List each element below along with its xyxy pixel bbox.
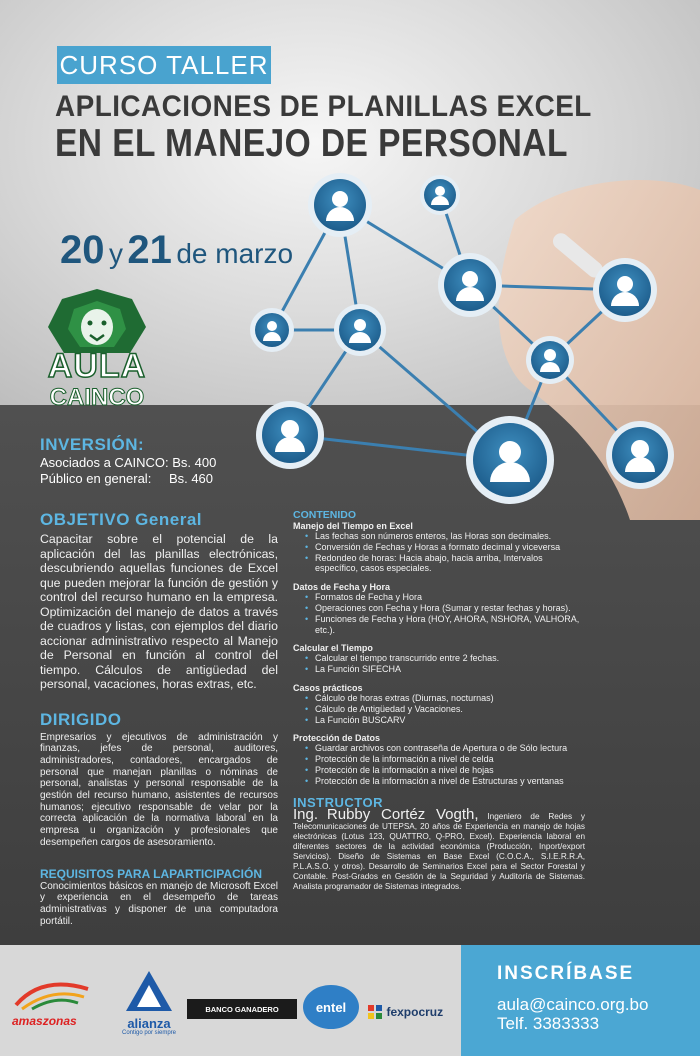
contenido-item: • Cálculo de horas extras (Diurnas, nocturnas) xyxy=(293,693,585,704)
register-email[interactable]: aula@cainco.org.bo xyxy=(497,995,649,1014)
contenido-section-title: Manejo del Tiempo en Excel xyxy=(293,521,413,531)
aula-text: AULA xyxy=(47,347,147,385)
title-line-2: EN EL MANEJO DE PERSONAL xyxy=(55,122,568,165)
event-date xyxy=(60,228,293,273)
fexpocruz-text: fexpocruz xyxy=(386,1004,444,1019)
amaszonas-text: amaszonas xyxy=(12,1014,77,1028)
title-line-1: APLICACIONES DE PLANILLAS EXCEL xyxy=(55,90,592,123)
contenido-item: • La Función BUSCARV xyxy=(293,715,585,726)
contenido-item: • La Función SIFECHA xyxy=(293,664,585,675)
contenido-list xyxy=(293,521,585,787)
price-label: Asociados a CAINCO: xyxy=(40,455,169,470)
instructor-title: INSTRUCTOR xyxy=(293,794,383,810)
left-column xyxy=(40,510,278,927)
price-row-public xyxy=(40,471,216,487)
price-value: Bs. 400 xyxy=(172,455,217,470)
banco-ganadero-logo: BANCO GANADERO xyxy=(187,999,297,1019)
alianza-tagline: Contigo por siempre xyxy=(121,1030,177,1036)
contenido-section-title: Datos de Fecha y Hora xyxy=(293,582,391,593)
price-row-associates xyxy=(40,455,216,471)
contenido-item: • Protección de la información a nivel de Estructuras y ventanas xyxy=(293,776,585,787)
instructor-bio-text: Ingeniero de Redes y Telecomunicaciones de UTEPSA, 20 años de Experiencia en manejo de hojas electrónicas (Lotus 123, QUATTRO, Q-PRO, Excel). Experiencia laboral en diferentes sectores de la actividad económica (Producción, Inport/export Servicios). Diseño de Sistemas en Base Excel (C.O.C.A., S.I.E.R.R.A, P.L.A.S.O. y otros). Desarrollo de Seminarios Excel para el Sector Forestal y Contable. Post-Grados en Gestión de la Seguridad y Auditoría de Sistemas. Analista programador de Sistemas integrados. xyxy=(293,811,585,891)
right-column xyxy=(293,509,585,892)
date-y: y xyxy=(108,238,123,269)
contenido-item: • Redondeo de horas: Hacia abajo, hacia arriba, Intervalos específico, casos especiales. xyxy=(293,553,585,575)
entel-logo: entel xyxy=(303,985,359,1029)
alianza-logo xyxy=(118,969,180,1036)
price-value: Bs. 460 xyxy=(168,471,214,486)
amaszonas-swoosh-icon xyxy=(12,975,92,1015)
contenido-item: • Protección de la información a nivel de celda xyxy=(293,754,585,765)
contenido-item: • Las fechas son números enteros, las Horas son decimales. xyxy=(293,531,585,542)
contenido-item: • Conversión de Fechas y Horas a formato decimal y viceversa xyxy=(293,542,585,553)
inversion-title: INVERSIÓN: xyxy=(40,435,145,454)
sponsor-logos xyxy=(0,945,461,1056)
requisitos-text: Conocimientos básicos en manejo de Microsoft Excel y experiencia en el desempeño de tareas administrativas y disponer de una computadora portátil. xyxy=(40,880,278,927)
contenido-item: • Protección de la información a nivel de hojas xyxy=(293,765,585,776)
requisitos-title: REQUISITOS PARA LAPARTICIPACIÓN xyxy=(40,866,263,881)
contenido-section-title: Protección de Datos xyxy=(293,733,381,744)
amaszonas-logo xyxy=(12,975,92,1028)
inversion-section xyxy=(40,435,216,487)
fexpocruz-logo xyxy=(368,1003,443,1021)
contenido-item: • Cálculo de Antigüedad y Vacaciones. xyxy=(293,704,585,715)
dirigido-text: Empresarios y ejecutivos de administración y finanzas, jefes de personal, auditores, administradores, contadores, encargados de personal que manejan planillas o nóminas de personal, analistas y personal responsable de la gestión del recurso humano, asistentes de recursos humanos; ejecutivo responsable de velar por la correcta aplicación de la normativa laboral en la empresa u organización y profesionales que desempeñen cargos de asesoramiento. xyxy=(40,731,278,848)
contenido-section-title: Calcular el Tiempo xyxy=(293,643,373,654)
date-month: de marzo xyxy=(176,238,294,269)
price-label: Público en general: xyxy=(40,471,152,486)
date-day1: 20 xyxy=(60,228,105,272)
cainco-text: CAINCO xyxy=(49,384,145,411)
user-network-illustration xyxy=(230,160,700,520)
objetivo-text: Capacitar sobre el potencial de la aplicación del las planillas electrónicas, descubriendo aquellas funciones de Excel que pueden mejorar la función de gestión y control del recurso humano en la empresa. Optimización del manejo de datos a través de cuadros y listas, con ejemplos del diario accionar administrativo respecto al Manejo de Personal en función al control del tiempo. Cálculos de antigüedad del personal, vacaciones, horas extras, etc. xyxy=(40,532,278,691)
contenido-item: • Calcular el tiempo transcurrido entre 2 fechas. xyxy=(293,653,585,664)
register-title: INSCRÍBASE xyxy=(497,963,635,984)
contenido-item: • Operaciones con Fecha y Hora (Sumar y restar fechas y horas). xyxy=(293,603,585,614)
course-badge: CURSO TALLER xyxy=(57,46,271,84)
contenido-item: • Guardar archivos con contraseña de Apertura o de Sólo lectura xyxy=(293,743,585,754)
register-phone[interactable]: Telf. 3383333 xyxy=(497,1014,600,1033)
contenido-item: • Formatos de Fecha y Hora xyxy=(293,592,585,603)
instructor-prefix: Ing. xyxy=(293,805,319,823)
contenido-item: • Funciones de Fecha y Hora (HOY, AHORA, NSHORA, VALHORA, etc.). xyxy=(293,614,585,636)
instructor-name: Rubby Cortéz Vogth, xyxy=(326,805,479,823)
contenido-title: CONTENIDO xyxy=(293,509,356,521)
objetivo-title: OBJETIVO General xyxy=(40,510,202,529)
aula-cainco-logo xyxy=(42,287,152,415)
date-day2: 21 xyxy=(127,228,172,272)
instructor-bio xyxy=(293,805,585,892)
dirigido-title: DIRIGIDO xyxy=(40,709,122,729)
contenido-section-title: Casos prácticos xyxy=(293,682,363,693)
alianza-text: alianza xyxy=(127,1016,171,1031)
fexpocruz-squares-icon xyxy=(368,1005,382,1019)
register-panel xyxy=(461,945,700,1056)
alianza-triangle-icon xyxy=(124,969,174,1013)
